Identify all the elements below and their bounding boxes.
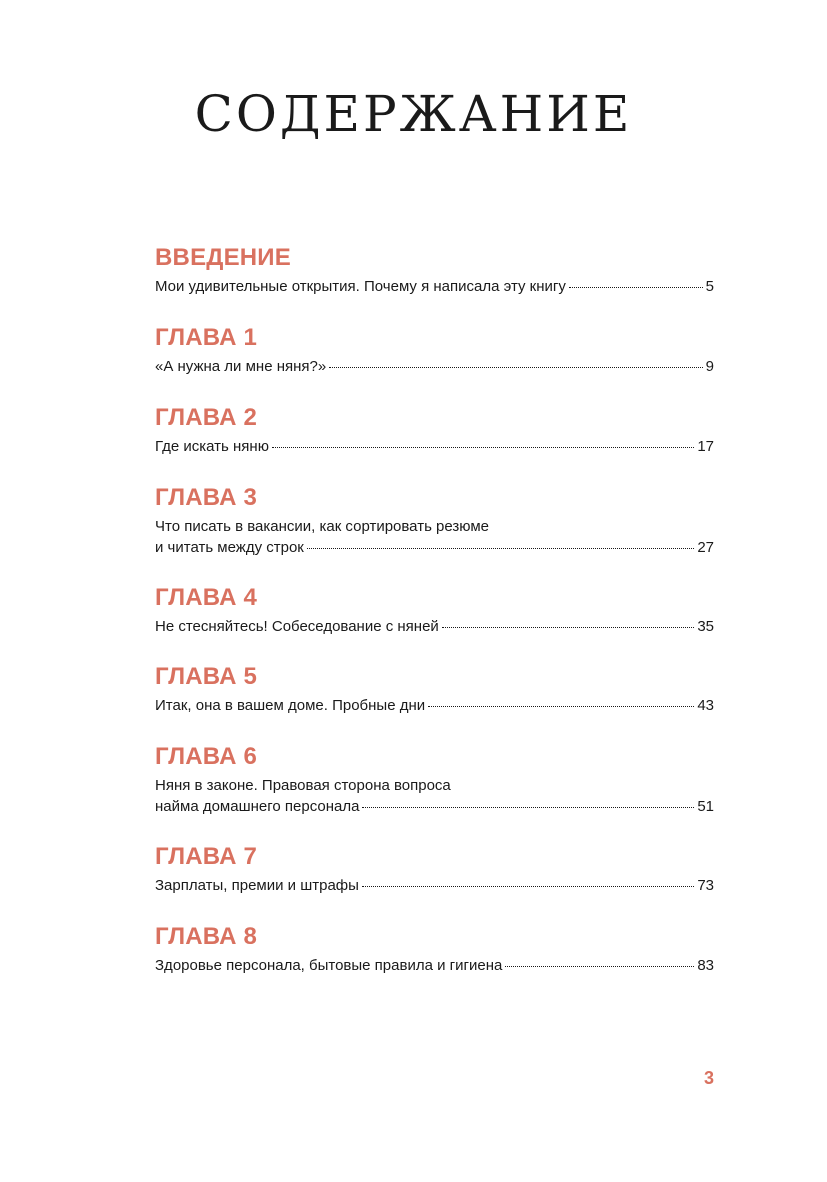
chapter-heading: ГЛАВА 6: [155, 743, 258, 770]
toc-page-number: 43: [697, 697, 714, 714]
toc-entry-chapter-2[interactable]: [155, 404, 714, 457]
dot-leader: [428, 706, 694, 707]
toc-line: [155, 436, 714, 457]
toc-page-number: 51: [697, 798, 714, 815]
dot-leader: [362, 886, 694, 887]
dot-leader: [307, 548, 694, 549]
toc-page-number: 83: [697, 957, 714, 974]
page-title: СОДЕРЖАНИЕ: [194, 85, 633, 143]
dot-leader: [505, 966, 694, 967]
toc-line: [155, 875, 714, 896]
toc-entry-chapter-4[interactable]: [155, 584, 714, 637]
chapter-heading: ГЛАВА 5: [155, 663, 258, 690]
toc-line: [155, 796, 714, 817]
toc-entry-title: найма домашнего персонала: [155, 798, 360, 815]
toc-entry-title: Где искать няню: [155, 438, 269, 455]
dot-leader: [272, 447, 694, 448]
toc-entry-introduction[interactable]: [155, 244, 714, 297]
chapter-heading: ГЛАВА 8: [155, 923, 258, 950]
dot-leader: [329, 367, 702, 368]
dot-leader: [442, 627, 695, 628]
toc-line: [155, 955, 714, 976]
chapter-heading: ГЛАВА 3: [155, 484, 258, 511]
chapter-heading: ГЛАВА 7: [155, 843, 258, 870]
toc-entry-chapter-6[interactable]: [155, 743, 714, 817]
toc-entry-chapter-1[interactable]: [155, 324, 714, 377]
page-number: 3: [703, 1068, 714, 1088]
dot-leader: [569, 287, 703, 288]
toc-entry-title: Зарплаты, премии и штрафы: [155, 877, 359, 894]
toc-line: [155, 276, 714, 297]
toc-entry-title: и читать между строк: [155, 539, 304, 556]
toc-entry-title: Что писать в вакансии, как сортировать резюме: [155, 518, 490, 535]
toc-line: [155, 616, 714, 637]
toc-entry-chapter-5[interactable]: [155, 663, 714, 716]
toc-page-number: 17: [697, 438, 714, 455]
toc-entry-title: Мои удивительные открытия. Почему я написала эту книгу: [155, 278, 566, 295]
toc-line: [155, 537, 714, 558]
chapter-heading: ГЛАВА 4: [155, 584, 258, 611]
toc-entry-chapter-7[interactable]: [155, 843, 714, 896]
chapter-heading: ВВЕДЕНИЕ: [155, 244, 291, 271]
chapter-heading: ГЛАВА 2: [155, 404, 258, 431]
toc-page-number: 9: [705, 358, 714, 375]
toc-entry-chapter-3[interactable]: [155, 484, 714, 558]
toc-line: [155, 695, 714, 716]
toc-page-number: 73: [697, 877, 714, 894]
dot-leader: [362, 807, 694, 808]
toc-entry-title: «А нужна ли мне няня?»: [155, 358, 327, 375]
toc-entry-title: Няня в законе. Правовая сторона вопроса: [155, 777, 451, 794]
toc-entry-title: Не стесняйтесь! Собеседование с няней: [155, 618, 439, 635]
toc-page-number: 27: [697, 539, 714, 556]
toc-entry-title: Итак, она в вашем доме. Пробные дни: [155, 697, 426, 714]
chapter-heading: ГЛАВА 1: [155, 324, 258, 351]
toc-page-number: 5: [705, 278, 714, 295]
toc-entry-chapter-8[interactable]: [155, 923, 714, 976]
toc-entry-title: Здоровье персонала, бытовые правила и гигиена: [155, 957, 503, 974]
toc-page-number: 35: [697, 618, 714, 635]
toc-line: [155, 356, 714, 377]
